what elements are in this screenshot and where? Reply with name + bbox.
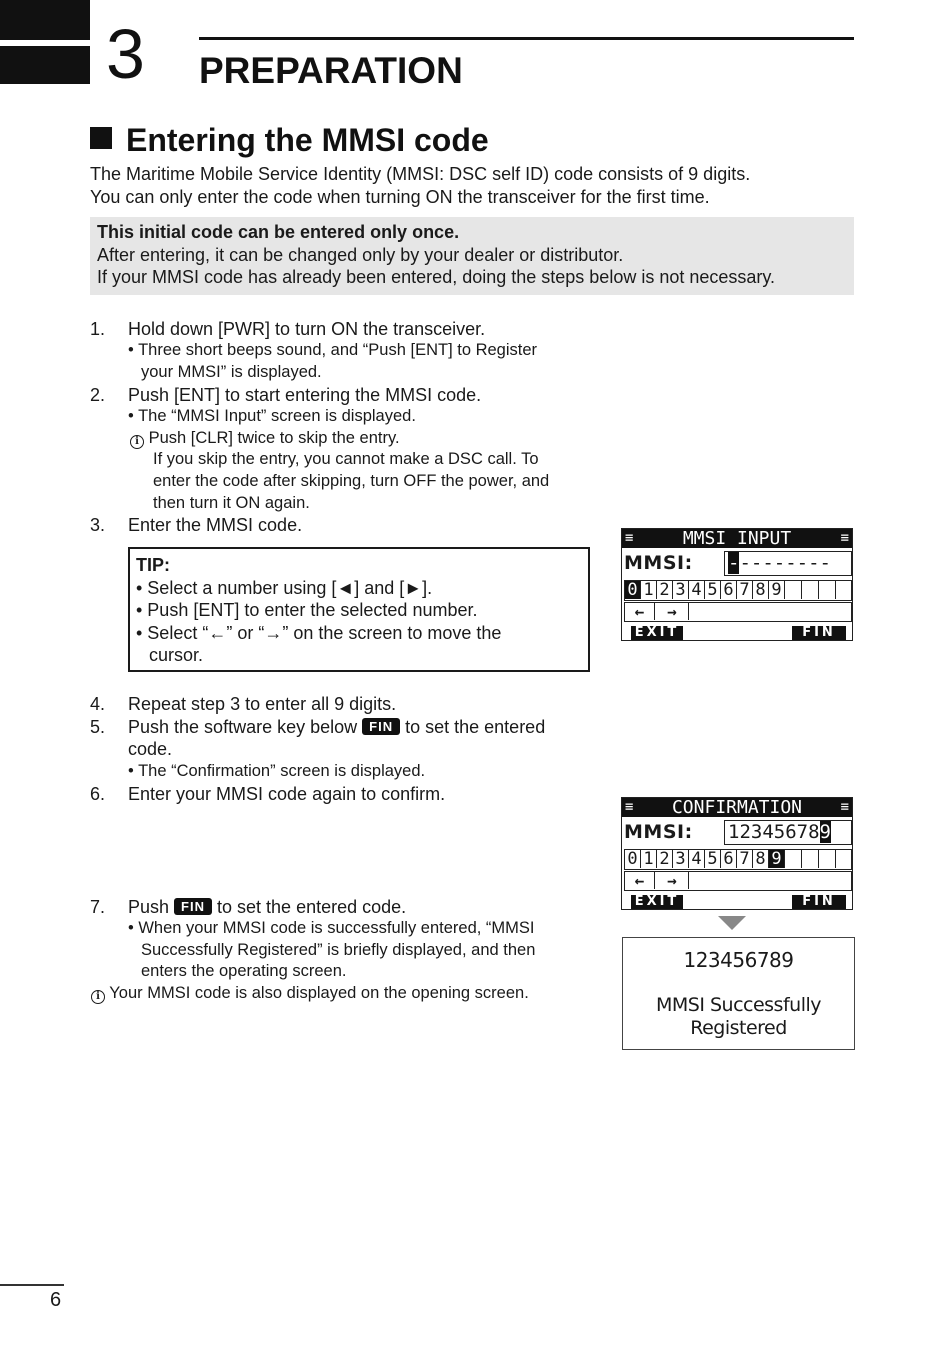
chapter-title: PREPARATION	[199, 50, 463, 91]
mmsi-label: MMSI:	[624, 552, 693, 574]
confirmation-screen	[621, 797, 853, 910]
step-number: 1.	[90, 319, 106, 339]
step-detail: • The “MMSI Input” screen is displayed.	[128, 407, 416, 425]
fin-softkey: FIN	[792, 626, 846, 640]
footer-rule	[0, 1284, 64, 1286]
step-text: Repeat step 3 to enter all 9 digits.	[128, 694, 397, 714]
step-detail: enters the operating screen.	[141, 962, 347, 980]
registered-message	[623, 994, 854, 1040]
step-info-text: If you skip the entry, you cannot make a DSC call. To	[153, 450, 539, 468]
step-text-part: to set the entered code.	[217, 897, 407, 917]
tip-line: • Select “←” or “→” on the screen to move the	[136, 622, 502, 643]
menu-icon: ≡	[625, 799, 634, 815]
tip-line: • Select a number using [◄] and [►].	[136, 577, 433, 598]
digit-key: 3	[673, 850, 689, 868]
info-icon: i	[91, 990, 105, 1004]
cursor: -	[728, 552, 740, 574]
screen-title-bar	[622, 529, 852, 548]
step-detail: • Three short beeps sound, and “Push [ENT] to Register	[128, 341, 538, 359]
step-number: 3.	[90, 515, 106, 535]
down-arrow-icon	[718, 916, 746, 930]
step-text: Hold down [PWR] to turn ON the transceiver.	[128, 319, 486, 339]
digit-selector	[624, 580, 852, 601]
softkey-row	[622, 893, 852, 909]
step-text	[128, 896, 406, 919]
exit-softkey: EXIT	[631, 895, 683, 909]
fin-key-icon: FIN	[174, 898, 212, 915]
black-square-icon	[90, 127, 112, 149]
mmsi-input-screen	[621, 528, 853, 641]
menu-icon: ≡	[840, 530, 849, 546]
mmsi-label: MMSI:	[624, 821, 693, 843]
step-text-part: to set the entered	[405, 717, 546, 737]
registered-code: 123456789	[683, 948, 794, 972]
digit-key: 0	[625, 581, 641, 599]
step-detail: your MMSI” is displayed.	[141, 363, 322, 381]
tip-line: cursor.	[149, 645, 204, 665]
section-title-text: Entering the MMSI code	[126, 122, 489, 158]
digit-key: 3	[673, 581, 689, 599]
digit-key: 9	[769, 850, 785, 868]
digit-key: 5	[705, 581, 721, 599]
step-detail: • The “Confirmation” screen is displayed.	[128, 762, 426, 780]
digit-key-empty	[819, 850, 836, 868]
step-number: 5.	[90, 717, 106, 737]
step-number: 2.	[90, 385, 106, 405]
digit-key: 8	[753, 581, 769, 599]
final-info	[91, 983, 529, 1005]
intro-paragraph	[90, 163, 850, 208]
tip-title: TIP:	[136, 555, 170, 575]
intro-line: You can only enter the code when turning ON the transceiver for the first time.	[90, 186, 710, 207]
digit-key: 5	[705, 850, 721, 868]
step-number: 7.	[90, 897, 106, 917]
arrow-right-icon: →	[656, 603, 689, 620]
notice-line: After entering, it can be changed only by your dealer or distributor.	[97, 244, 624, 265]
step-text: Enter your MMSI code again to confirm.	[128, 784, 446, 804]
arrow-left-icon: ←	[625, 603, 655, 620]
digit-key: 8	[753, 850, 769, 868]
digit-key: 4	[689, 581, 705, 599]
digit-key: 2	[657, 850, 673, 868]
digit-key: 1	[641, 850, 657, 868]
step-number: 6.	[90, 784, 106, 804]
step-info	[130, 428, 400, 450]
mmsi-value: --------	[739, 552, 831, 574]
step-info-text: then turn it ON again.	[153, 494, 310, 512]
registered-screen	[622, 937, 855, 1050]
section-title	[90, 120, 489, 160]
fin-softkey: FIN	[792, 895, 846, 909]
arrow-row	[624, 871, 852, 891]
notice-box	[90, 217, 854, 295]
registered-message-line: MMSI Successfully	[655, 994, 821, 1016]
mmsi-field	[724, 820, 852, 845]
step-text-part: Push the software key below	[128, 717, 358, 737]
header-bar-bottom	[0, 46, 90, 84]
digit-key-empty	[802, 581, 819, 599]
notice-bold-line: This initial code can be entered only once.	[97, 222, 460, 242]
digit-key: 6	[721, 850, 737, 868]
digit-key-empty	[802, 850, 819, 868]
step-number: 4.	[90, 694, 106, 714]
screen-title-bar	[622, 798, 852, 817]
exit-softkey: EXIT	[631, 626, 683, 640]
step-text	[128, 716, 545, 739]
digit-key-empty	[819, 581, 836, 599]
digit-key: 2	[657, 581, 673, 599]
digit-key: 6	[721, 581, 737, 599]
intro-line: The Maritime Mobile Service Identity (MMSI: DSC self ID) code consists of 9 digits.	[90, 164, 751, 184]
step-text-part: Push	[128, 897, 170, 917]
softkey-row	[622, 624, 852, 640]
mmsi-value: 12345678	[728, 821, 820, 843]
digit-key: 1	[641, 581, 657, 599]
header-bar-top	[0, 0, 90, 40]
fin-key-icon: FIN	[362, 718, 400, 735]
digit-key-empty	[785, 581, 802, 599]
chapter-number: 3	[106, 15, 145, 93]
chapter-rule	[199, 37, 854, 40]
info-icon: i	[130, 435, 144, 449]
digit-selector	[624, 849, 852, 870]
mmsi-field	[724, 551, 852, 576]
menu-icon: ≡	[840, 799, 849, 815]
digit-key: 7	[737, 850, 753, 868]
cursor: 9	[819, 821, 831, 843]
registered-message-line: Registered	[690, 1017, 787, 1039]
digit-key-empty	[785, 850, 802, 868]
step-text: Enter the MMSI code.	[128, 515, 303, 535]
notice-line: If your MMSI code has already been entered, doing the steps below is not necessary.	[97, 267, 776, 287]
step-detail: Successfully Registered” is briefly displayed, and then	[141, 941, 536, 959]
digit-key: 0	[625, 850, 641, 868]
step-info-text: enter the code after skipping, turn OFF the power, and	[153, 472, 550, 490]
arrow-left-icon: ←	[625, 872, 655, 889]
final-info-text: Your MMSI code is also displayed on the opening screen.	[109, 984, 529, 1002]
page-number: 6	[50, 1289, 62, 1311]
digit-key: 9	[769, 581, 785, 599]
tip-line: • Push [ENT] to enter the selected number.	[136, 600, 478, 620]
menu-icon: ≡	[625, 530, 634, 546]
step-detail: • When your MMSI code is successfully entered, “MMSI	[128, 919, 535, 937]
step-text: Push [ENT] to start entering the MMSI code.	[128, 385, 482, 405]
arrow-right-icon: →	[656, 872, 689, 889]
digit-key: 7	[737, 581, 753, 599]
screen-title: CONFIRMATION	[671, 797, 803, 818]
step-text: code.	[128, 739, 173, 759]
digit-key: 4	[689, 850, 705, 868]
step-info-text: Push [CLR] twice to skip the entry.	[148, 429, 400, 447]
tip-box	[128, 547, 590, 672]
arrow-row	[624, 602, 852, 622]
screen-title: MMSI INPUT	[682, 528, 792, 549]
